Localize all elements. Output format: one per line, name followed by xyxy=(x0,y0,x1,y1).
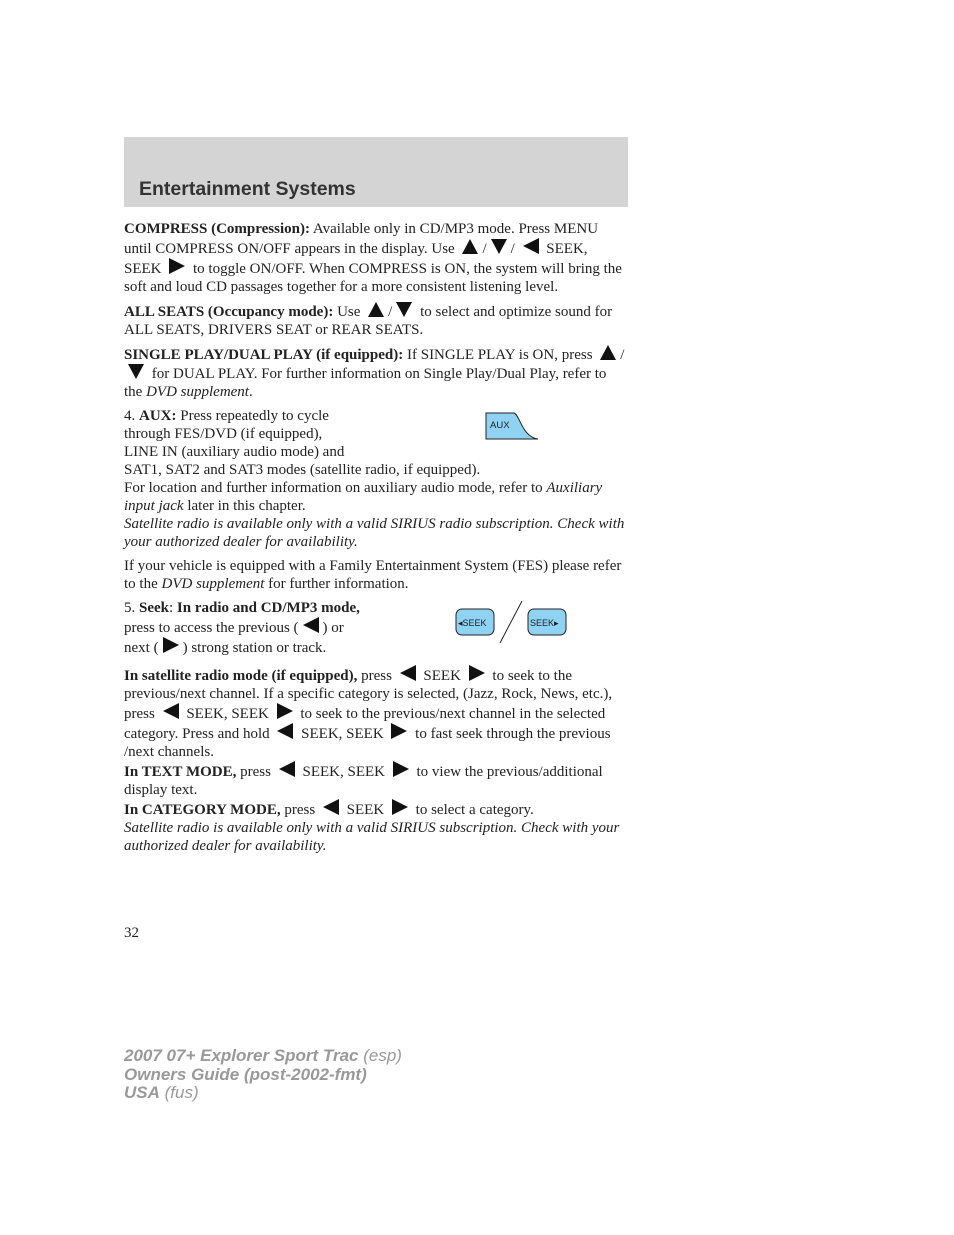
category-mode-seek: SEEK xyxy=(346,802,385,818)
satellite-mode-label: In satellite radio mode (if equipped), xyxy=(124,668,358,684)
footer-model-code: (esp) xyxy=(358,1046,402,1065)
down-arrow-icon xyxy=(128,364,144,379)
satellite-text-3: to seek to the previous/next channel. If a specific category is selected, (Jazz, Rock, News, etc.), press xyxy=(124,668,613,722)
satellite-seek-1: SEEK xyxy=(423,668,461,684)
all-seats-label: ALL SEATS (Occupancy mode): xyxy=(124,304,334,320)
category-mode-text-3: to select a category. xyxy=(415,802,534,818)
text-mode-text-1: press xyxy=(236,764,271,780)
aux-button-illustration xyxy=(484,411,540,441)
up-arrow-icon xyxy=(600,345,616,360)
text-mode-paragraph xyxy=(124,761,628,799)
right-arrow-icon xyxy=(392,799,408,815)
aux-line-1 xyxy=(124,407,628,425)
note2-text: Satellite radio is available only with a valid SIRIUS subscription. Check with your authorized dealer for availability. xyxy=(124,820,620,854)
section-header-band xyxy=(124,137,628,207)
right-arrow-icon xyxy=(163,637,179,653)
compress-paragraph xyxy=(124,220,628,296)
aux-number: 4. xyxy=(124,408,139,424)
single-play-paragraph xyxy=(124,345,628,401)
footer-market: USA xyxy=(124,1083,160,1102)
category-mode-paragraph xyxy=(124,799,628,819)
aux-line-3: LINE IN (auxiliary audio mode) and xyxy=(124,444,345,460)
down-arrow-icon xyxy=(491,239,507,254)
compress-slash-2: / xyxy=(510,241,515,257)
single-play-text-1: If SINGLE PLAY is ON, press xyxy=(403,347,593,363)
left-arrow-icon xyxy=(279,761,295,777)
footer-line-1 xyxy=(124,1047,402,1066)
aux-section xyxy=(124,407,628,551)
aux-note-text: Satellite radio is available only with a valid SIRIUS radio subscription. Check with your authorized dealer for availability. xyxy=(124,516,625,550)
seek-prev-label: ◂SEEK xyxy=(458,618,487,628)
seek-mode-label: In radio and CD/MP3 mode, xyxy=(176,600,360,616)
footer-model: 2007 07+ Explorer Sport Trac xyxy=(124,1046,359,1065)
seek-number: 5. xyxy=(124,600,139,616)
right-arrow-icon xyxy=(169,258,185,274)
aux-text-5: For location and further information on auxiliary audio mode, refer to xyxy=(124,480,543,496)
right-arrow-icon xyxy=(277,703,293,719)
seek-line-2 xyxy=(124,617,364,657)
right-arrow-icon xyxy=(469,665,485,681)
text-mode-text-3: to view the previous/additional display text. xyxy=(124,764,603,798)
aux-label: AUX: xyxy=(139,408,177,424)
aux-line-4: SAT1, SAT2 and SAT3 modes (satellite radio, if equipped). xyxy=(124,462,481,478)
page-number: 32 xyxy=(124,925,139,941)
seek-text-2: ) or next ( xyxy=(124,620,344,656)
aux-line-5 xyxy=(124,479,628,515)
category-mode-label: In CATEGORY MODE, xyxy=(124,802,281,818)
up-arrow-icon xyxy=(368,302,384,317)
all-seats-slash: / xyxy=(388,304,393,320)
fes-text-2: for further information. xyxy=(264,576,409,592)
aux-text-1: Press repeatedly to cycle xyxy=(176,408,329,424)
compress-text-5: to toggle ON/OFF. When COMPRESS is ON, the system will bring the soft and loud CD passages together for a more consistent listening level. xyxy=(124,261,622,295)
footer-line-3 xyxy=(124,1084,402,1103)
satellite-text-5: to seek to the previous/next channel in the selected category. Press and hold xyxy=(124,706,606,742)
document-footer xyxy=(124,1047,402,1103)
all-seats-paragraph xyxy=(124,302,628,339)
fes-dvd-supplement-ref: DVD supplement xyxy=(161,576,265,592)
satellite-text-1: press xyxy=(357,668,392,684)
left-arrow-icon xyxy=(303,617,319,633)
aux-button-label: AUX xyxy=(490,420,510,431)
left-arrow-icon xyxy=(523,238,539,254)
right-arrow-icon xyxy=(391,723,407,739)
single-play-slash: / xyxy=(620,347,625,363)
seek-colon: : xyxy=(169,600,177,616)
seek-section xyxy=(124,599,628,657)
seek-next-label: SEEK▸ xyxy=(530,618,559,628)
single-play-period: . xyxy=(248,384,253,400)
seek-text-3: ) strong station or track. xyxy=(182,640,327,656)
aux-satellite-note xyxy=(124,515,628,551)
aux-line-2: through FES/DVD (if equipped), xyxy=(124,426,323,442)
page-title: Entertainment Systems xyxy=(139,178,356,200)
fes-paragraph xyxy=(124,557,628,593)
down-arrow-icon xyxy=(396,302,412,317)
text-mode-seek: SEEK, SEEK xyxy=(302,764,385,780)
seek-text-1: press to access the previous ( xyxy=(124,620,299,636)
single-play-text-3: for DUAL PLAY. For further information on Single Play/Dual Play, refer to the xyxy=(124,366,607,400)
satellite-subscription-note xyxy=(124,819,628,855)
category-mode-text-1: press xyxy=(280,802,316,818)
left-arrow-icon xyxy=(400,665,416,681)
footer-guide: Owners Guide (post-2002-fmt) xyxy=(124,1064,367,1084)
satellite-mode-paragraph xyxy=(124,665,628,761)
all-seats-text-1: Use xyxy=(333,304,361,320)
text-mode-label: In TEXT MODE, xyxy=(124,764,237,780)
aux-text-6: later in this chapter. xyxy=(183,498,306,514)
left-arrow-icon xyxy=(277,723,293,739)
compress-slash-1: / xyxy=(482,241,487,257)
all-seats-text-3: to select and optimize sound for ALL SEATS, DRIVERS SEAT or REAR SEATS. xyxy=(124,304,613,338)
footer-line-2 xyxy=(124,1066,402,1085)
compress-label: COMPRESS (Compression): xyxy=(124,221,310,237)
seek-label: Seek xyxy=(139,600,169,616)
right-arrow-icon xyxy=(393,761,409,777)
left-arrow-icon xyxy=(323,799,339,815)
seek-buttons-illustration xyxy=(454,599,570,649)
compress-seek-text: SEEK, SEEK xyxy=(124,241,588,277)
satellite-text-7: to fast seek through the previous /next channels. xyxy=(124,726,611,760)
compress-text-1: Available only in CD/MP3 mode. Press MENU until COMPRESS ON/OFF appears in the display. Use xyxy=(124,221,599,257)
footer-market-code: (fus) xyxy=(159,1083,199,1102)
left-arrow-icon xyxy=(163,703,179,719)
aux-input-jack-ref: Auxiliary input jack xyxy=(124,480,603,514)
satellite-seek-2: SEEK, SEEK xyxy=(186,706,269,722)
page-content xyxy=(124,220,628,861)
satellite-seek-3: SEEK, SEEK xyxy=(301,726,384,742)
single-play-label: SINGLE PLAY/DUAL PLAY (if equipped): xyxy=(124,347,404,363)
up-arrow-icon xyxy=(462,239,478,254)
fes-text-1: If your vehicle is equipped with a Family Entertainment System (FES) please refer to the xyxy=(124,558,622,592)
dvd-supplement-ref: DVD supplement xyxy=(146,384,249,400)
